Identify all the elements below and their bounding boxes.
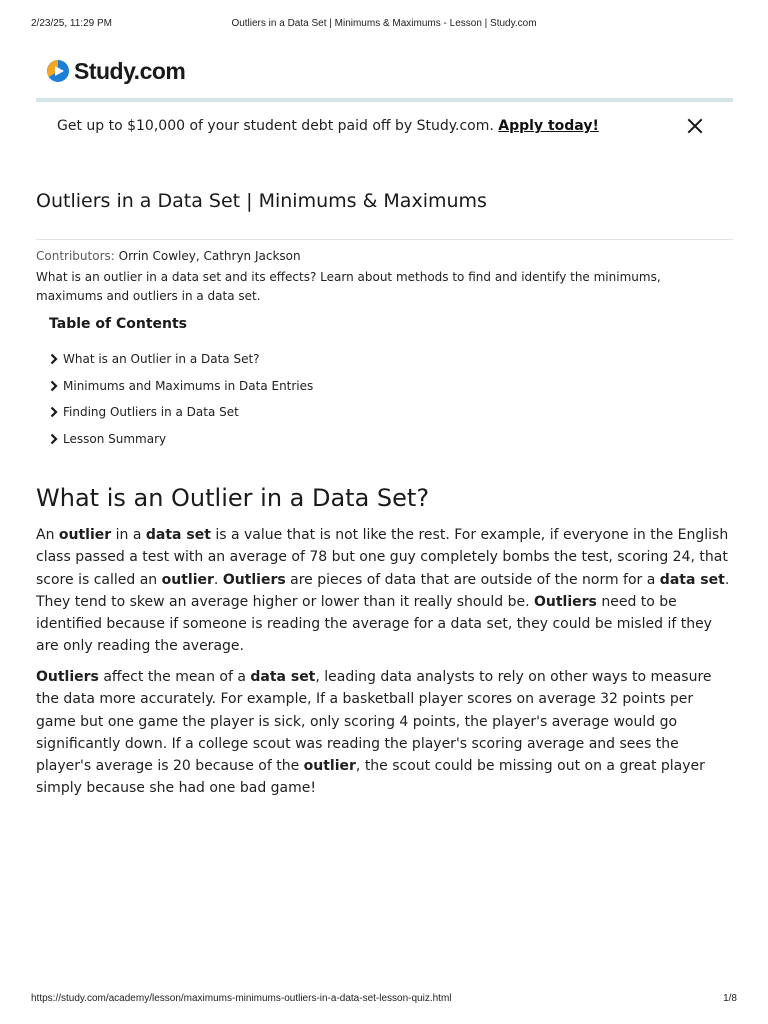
print-datetime: 2/23/25, 11:29 PM xyxy=(31,18,112,29)
toc-item-label[interactable]: Minimums and Maximums in Data Entries xyxy=(63,378,314,393)
body-paragraph xyxy=(36,524,731,658)
header-divider xyxy=(36,98,733,102)
apply-today-link[interactable]: Apply today! xyxy=(498,118,599,134)
chevron-right-icon xyxy=(49,353,59,365)
print-page-number: 1/8 xyxy=(723,993,737,1004)
print-url: https://study.com/academy/lesson/maximums-minimums-outliers-in-a-data-set-lesson-quiz.html xyxy=(31,993,452,1004)
bold-term: data set xyxy=(250,669,316,685)
bold-term: Outliers xyxy=(534,593,597,610)
toc-heading: Table of Contents xyxy=(49,316,188,332)
toc-item-label[interactable]: Lesson Summary xyxy=(63,431,167,446)
bold-term: Outliers xyxy=(222,571,286,588)
bold-term: outlier xyxy=(303,758,356,775)
print-document-title: Outliers in a Data Set | Minimums & Maximums - Lesson | Study.com xyxy=(231,18,537,29)
bold-term: Outliers xyxy=(36,669,99,685)
promo-banner xyxy=(57,116,717,138)
chevron-right-icon xyxy=(49,406,59,418)
text-run: , the scout could be missing out on a great player simply because she had one bad game! xyxy=(36,758,705,797)
toc-list xyxy=(49,346,649,452)
section-heading: What is an Outlier in a Data Set? xyxy=(36,484,430,512)
title-divider xyxy=(36,239,733,240)
text-run: . They tend to skew an average higher or lower than it really should be. xyxy=(36,571,730,610)
toc-item[interactable] xyxy=(49,346,649,373)
lesson-title: Outliers in a Data Set | Minimums & Maximums xyxy=(36,190,487,212)
toc-item-label[interactable]: Finding Outliers in a Data Set xyxy=(63,405,239,420)
promo-text xyxy=(57,118,599,134)
text-run: affect the mean of a xyxy=(98,669,251,685)
bold-term: data set xyxy=(659,571,725,588)
study-play-logo-icon[interactable] xyxy=(46,59,70,83)
chevron-right-icon xyxy=(49,433,59,445)
toc-item-label[interactable]: What is an Outlier in a Data Set? xyxy=(63,352,260,367)
text-run: need to be identified because if someone is reading the average for a data set, they could be misled if they are only reading the average. xyxy=(36,593,712,655)
text-run: , leading data analysts to rely on other ways to measure the data more accurately. For example, If a basketball player scores on average 32 points per game but one game the player is sick, only scoring 4 points, the player's average would go significantly down. If a college scout was reading the player's scoring average and sees the player's average is 20 because of the xyxy=(36,669,712,775)
body-paragraph xyxy=(36,666,731,800)
text-run: . xyxy=(213,571,223,588)
text-run: is a value that is not like the rest. For example, if everyone in the English class passed a test with an average of 78 but one guy completely bombs the test, scoring 24, that score is called an xyxy=(36,527,729,588)
bold-term: outlier xyxy=(58,527,112,543)
contributors-line xyxy=(36,249,733,263)
toc-item[interactable] xyxy=(49,426,649,453)
chevron-right-icon xyxy=(49,380,59,392)
site-header xyxy=(46,56,185,86)
close-icon[interactable] xyxy=(685,116,705,136)
toc-item[interactable] xyxy=(49,373,649,400)
contributors-label: Contributors: xyxy=(36,249,115,263)
toc-item[interactable] xyxy=(49,399,649,426)
text-run: are pieces of data that are outside of the norm for a xyxy=(285,571,660,588)
bold-term: outlier xyxy=(161,571,214,588)
table-of-contents xyxy=(49,316,649,452)
text-run: in a xyxy=(111,527,146,543)
text-run: An xyxy=(36,527,59,543)
print-header xyxy=(31,18,737,32)
print-footer xyxy=(31,993,737,1007)
contributors-names: Orrin Cowley, Cathryn Jackson xyxy=(118,249,301,263)
promo-message: Get up to $10,000 of your student debt paid off by Study.com. xyxy=(57,118,494,134)
lesson-description: What is an outlier in a data set and its effects? Learn about methods to find and identify the minimums, maximums and outliers in a data set. xyxy=(36,270,661,303)
bold-term: data set xyxy=(145,527,211,543)
site-logo-text[interactable]: Study.com xyxy=(74,57,186,84)
